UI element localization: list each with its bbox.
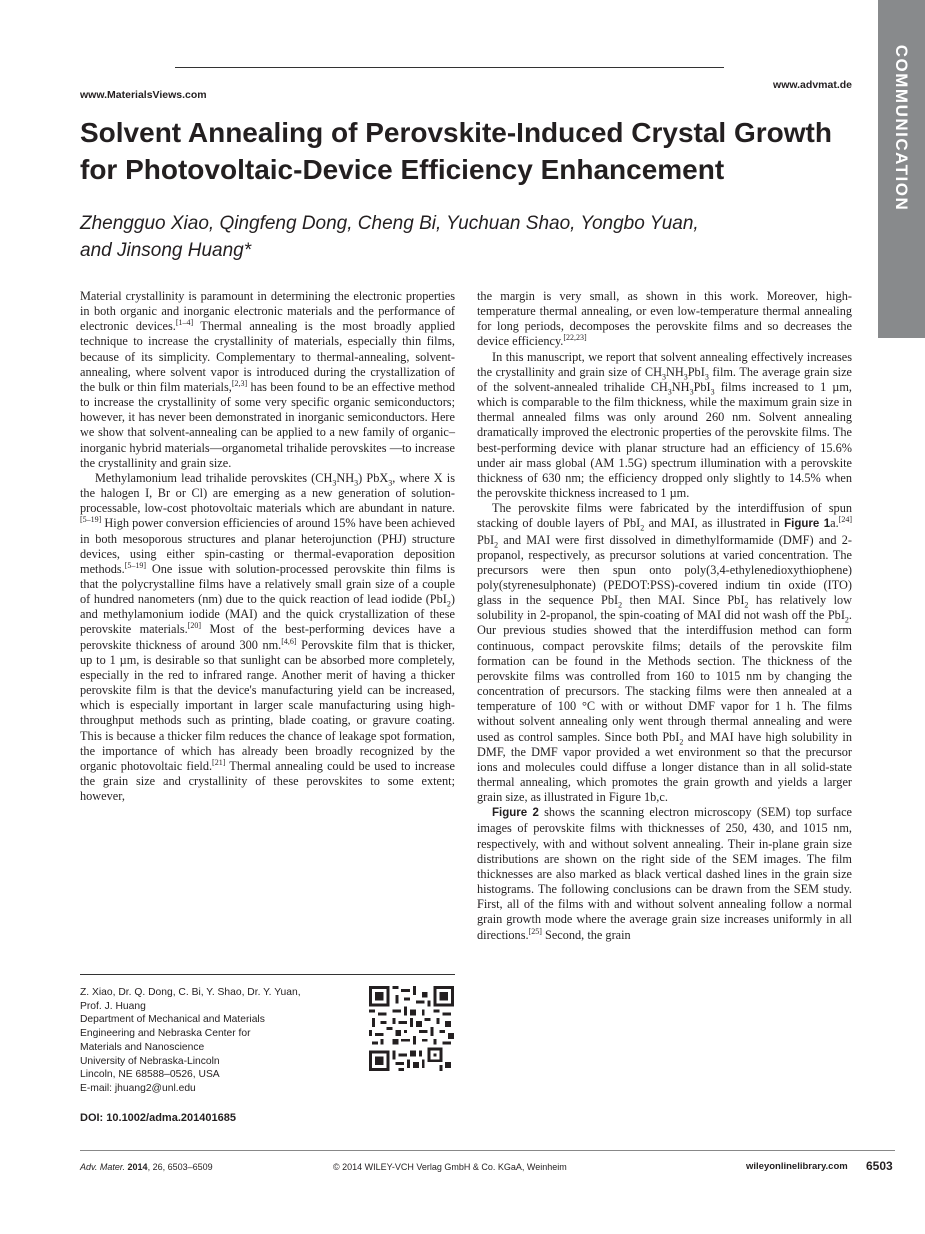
journal-year: 2014 (127, 1162, 148, 1172)
author-list (80, 210, 780, 264)
header-rule (175, 67, 724, 68)
paragraph: the margin is very small, as shown in this work. Moreover, high-temperature thermal annealing, or even low-temperature thermal annealing for long periods, decomposes the perovskite films and so decreases the device efficiency.[22,23] (477, 289, 852, 349)
affiliation-email[interactable]: E-mail: jhuang2@unl.edu (80, 1082, 196, 1094)
paragraph: In this manuscript, we report that solvent annealing effectively increases the crystallinity and grain size of $CH_3NH_3PbI_3$ film. The average grain size of the solvent-annealed trihalide $CH_3NH_3PbI_3$ films increased to 1 µm, which is comparable to the film thickness, while the maximum grain size in thermal annealed films was only around 260 nm. Solvent annealing dramatically improved the electronic properties of the perovskite films. The best-performing device with planar structure had an efficiency of 15.6% under air mass global (AM 1.5G) spectrum illumination with a perovskite thickness of 630 nm; the efficiency dropped only slightly to 14.5% when the perovskite thickness increased to 1 µm. (477, 349, 852, 501)
footer-journal-citation (80, 1162, 213, 1172)
paragraph: The perovskite films were fabricated by the interdiffusion of spun stacking of double layers of PbI$_2$ and MAI, as illustrated in Figure 1a.[24] PbI$_2$ and MAI were first dissolved in dimethylformamide (DMF) and 2-propanol, respectively, as precursor solutions at varied concentration. The precursors were then spun onto poly(3,4-ethylenedioxythiophene) poly(styrenesulphonate) (PEDOT:PSS)-covered indium tin oxide (ITO) glass in the sequence PbI$_2$ then MAI. Since PbI$_2$ has relatively low solubility in 2-propanol, the spin-coating of MAI did not wash off the PbI$_2$. Our previous studies showed that the interdiffusion method can form continuous, compact perovskite films; details of the perovskite film formation can be found in the Methods section. The thickness of the perovskite films was controlled from 160 to 1015 nm by changing the concentration of precursors. The stacking films were then annealed at a temperature of 100 °C with or without DMF vapor for 1 h. The films without solvent annealing only went through thermal annealing and were used as control samples. Since both PbI$_2$ and MAI have high solubility in DMF, the DMF vapor provided a wet environment so that the precursor ions and molecules could diffuse a longer distance than in all solid-state thermal annealing, which promotes the grain growth and yields a larger grain size, as illustrated in Figure 1b,c. (477, 501, 853, 805)
paragraph: Figure 2 shows the scanning electron microscopy (SEM) top surface images of perovskite films with thicknesses of 250, 430, and 1015 nm, respectively, with and without solvent annealing. Their in-plane grain size distributions are shown on the right side of the SEM images. The film thicknesses are also marked as black vertical dashed lines in the grain size histograms. The following conclusions can be drawn from the SEM study. First, all of the films with and without solvent annealing follow a normal grain growth mode where the average grain size increases uniformly in all directions.[25] Second, the grain (477, 805, 852, 942)
doi[interactable]: DOI: 10.1002/adma.201401685 (80, 1112, 236, 1124)
section-tab (878, 0, 925, 338)
body-column-left (80, 289, 455, 804)
affiliation-line: Department of Mechanical and Materials (80, 1014, 265, 1026)
journal-volume-pages: , 26, 6503–6509 (147, 1162, 213, 1172)
affiliation-line: Prof. J. Huang (80, 1000, 146, 1012)
header-right-url[interactable]: www.advmat.de (773, 79, 852, 91)
affiliation-block (80, 986, 360, 1096)
affiliation-line: University of Nebraska-Lincoln (80, 1055, 220, 1067)
paragraph: Material crystallinity is paramount in determining the electronic properties in both organic and inorganic electronic materials and the performance of electronic devices.[1–4] Thermal annealing is the most broadly applied technique to increase the crystallinity of materials, especially thin films, because of its simplicity. Complementary to thermal-annealing, solvent-annealing, where solvent vapor is introduced during the crystallization of the bulk or thin film materials,[2,3] has been found to be an effective method to increase the crystallinity of some very specific organic semiconductors; however, it has never been demonstrated in inorganic semiconductors. Here we show that solvent-annealing can be applied to a new family of organic–inorganic hybrid materials—organometal trihalide perovskites —to increase the crystallinity and grain size. (80, 289, 455, 470)
affiliation-line: Materials and Nanoscience (80, 1041, 205, 1053)
affiliation-line: Engineering and Nebraska Center for (80, 1028, 251, 1040)
authors-line-1: Zhengguo Xiao, Qingfeng Dong, Cheng Bi, Yuchuan Shao, Yongbo Yuan, (80, 213, 699, 234)
section-tab-label: COMMUNICATION (892, 44, 911, 212)
affiliation-line: Z. Xiao, Dr. Q. Dong, C. Bi, Y. Shao, Dr. Y. Yuan, (80, 987, 301, 998)
page-number: 6503 (866, 1159, 893, 1173)
footer-copyright: © 2014 WILEY-VCH Verlag GmbH & Co. KGaA, Weinheim (333, 1162, 567, 1172)
qr-code-icon[interactable] (369, 986, 454, 1071)
footer-site-link[interactable]: wileyonlinelibrary.com (746, 1161, 848, 1172)
affiliation-line: Lincoln, NE 68588–0526, USA (80, 1069, 220, 1081)
footer-rule (80, 1150, 895, 1151)
article-title: Solvent Annealing of Perovskite-Induced Crystal Growth for Photovoltaic-Device Efficiency Enhancement (80, 117, 832, 185)
authors-line-2: and Jinsong Huang* (80, 240, 252, 261)
paragraph: Methylamonium lead trihalide perovskites $(CH_3NH_3)$ PbX$_3$, where X is the halogen I, Br or Cl) are emerging as a new generation of solution-processable, low-cost photovoltaic materials which are abundant in nature.[5–19] High power conversion efficiencies of around 15% have been achieved in both mesoporous structures and planar heterojunction (PHJ) structure devices, using either spin-casting or thermal-evaporation deposition methods.[5–19] One issue with solution-processed perovskite thin films is that the polycrystalline films have a relatively small grain size of a couple of hundred nanometers (nm) due to the quick reaction of lead iodide (PbI$_2$) and methylamonium iodide (MAI) and the quick crystallization of these perovskite materials.[20] Most of the best-performing devices have a perovskite thickness of around 300 nm.[4,6] Perovskite film that is thicker, up to 1 µm, is desirable so that sunlight can be absorbed more completely, especially in the red to infrared range. Another merit of having a thicker perovskite film is that the device's manufacturing yield can be increased, which is especially important in larger scale manufacturing using high-throughput methods such as printing, blade coating, or gravure coating. This is because a thicker film reduces the chance of leakage spot formation, the importance of which has already been broadly recognized by the organic photovoltaic field.[21] Thermal annealing could be used to increase the grain size and crystallinity of these perovskites to some extent; however, (80, 470, 456, 804)
affiliation-rule (80, 974, 455, 975)
body-column-right (477, 289, 852, 943)
header-left-url[interactable]: www.MaterialsViews.com (80, 89, 207, 101)
journal-name: Adv. Mater. (80, 1162, 126, 1172)
